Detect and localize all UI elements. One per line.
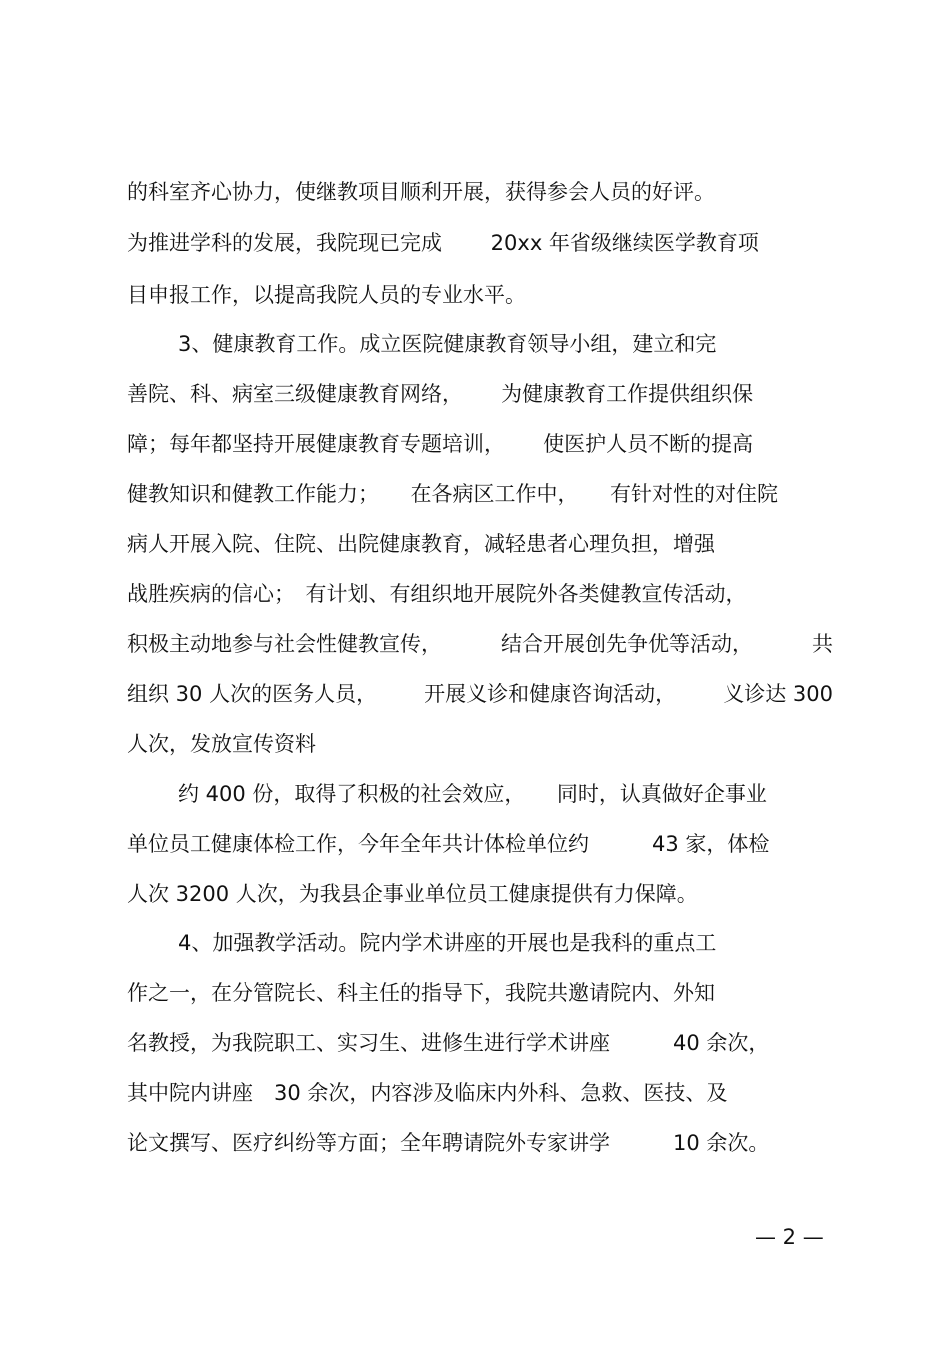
text-line-4: 3、健康教育工作。成立医院健康教育领导小组，建立和完	[178, 332, 717, 356]
text-line-11	[127, 679, 833, 709]
text-line-16: 4、加强教学活动。院内学术讲座的开展也是我科的重点工	[178, 931, 717, 955]
text-line-11-part-1: 组织 30 人次的医务人员，	[127, 682, 378, 706]
page-number: — 2 —	[755, 1225, 824, 1249]
text-line-2: 为推进学科的发展，我院现已完成 20xx 年省级继续医学教育项	[127, 231, 759, 255]
text-line-3: 目申报工作，以提高我院人员的专业水平。	[127, 283, 526, 307]
text-line-9: 战胜疾病的信心； 有计划、有组织地开展院外各类健教宣传活动，	[127, 582, 747, 606]
text-line-5: 善院、科、病室三级健康教育网络， 为健康教育工作提供组织保	[127, 382, 754, 406]
text-line-10	[127, 629, 833, 659]
text-line-1: 的科室齐心协力，使继教项目顺利开展，获得参会人员的好评。	[127, 180, 715, 204]
text-line-10-part-2: 结合开展创先争优等活动，	[501, 632, 753, 656]
text-line-11-part-3: 义诊达 300	[723, 682, 833, 706]
text-line-11-part-2: 开展义诊和健康咨询活动，	[424, 682, 677, 706]
text-line-20: 论文撰写、医疗纠纷等方面；全年聘请院外专家讲学 10 余次。	[127, 1131, 770, 1155]
text-line-7: 健教知识和健教工作能力； 在各病区工作中， 有针对性的对住院	[127, 482, 778, 506]
text-line-19: 其中院内讲座 30 余次，内容涉及临床内外科、急救、医技、及	[127, 1081, 728, 1105]
text-line-6: 障；每年都坚持开展健康教育专题培训， 使医护人员不断的提高	[127, 432, 754, 456]
text-line-18: 名教授，为我院职工、实习生、进修生进行学术讲座 40 余次，	[127, 1031, 770, 1055]
text-line-14: 单位员工健康体检工作，今年全年共计体检单位约 43 家，体检	[127, 832, 770, 856]
text-line-17: 作之一，在分管院长、科主任的指导下，我院共邀请院内、外知	[127, 981, 715, 1005]
text-line-10-part-3: 共	[812, 632, 833, 656]
text-line-8: 病人开展入院、住院、出院健康教育，减轻患者心理负担，增强	[127, 532, 715, 556]
text-line-13: 约 400 份，取得了积极的社会效应， 同时，认真做好企事业	[178, 782, 767, 806]
text-line-12: 人次，发放宣传资料	[127, 732, 316, 756]
text-line-10-part-1: 积极主动地参与社会性健教宣传，	[127, 632, 442, 656]
text-line-15: 人次 3200 人次，为我县企事业单位员工健康提供有力保障。	[127, 882, 698, 906]
